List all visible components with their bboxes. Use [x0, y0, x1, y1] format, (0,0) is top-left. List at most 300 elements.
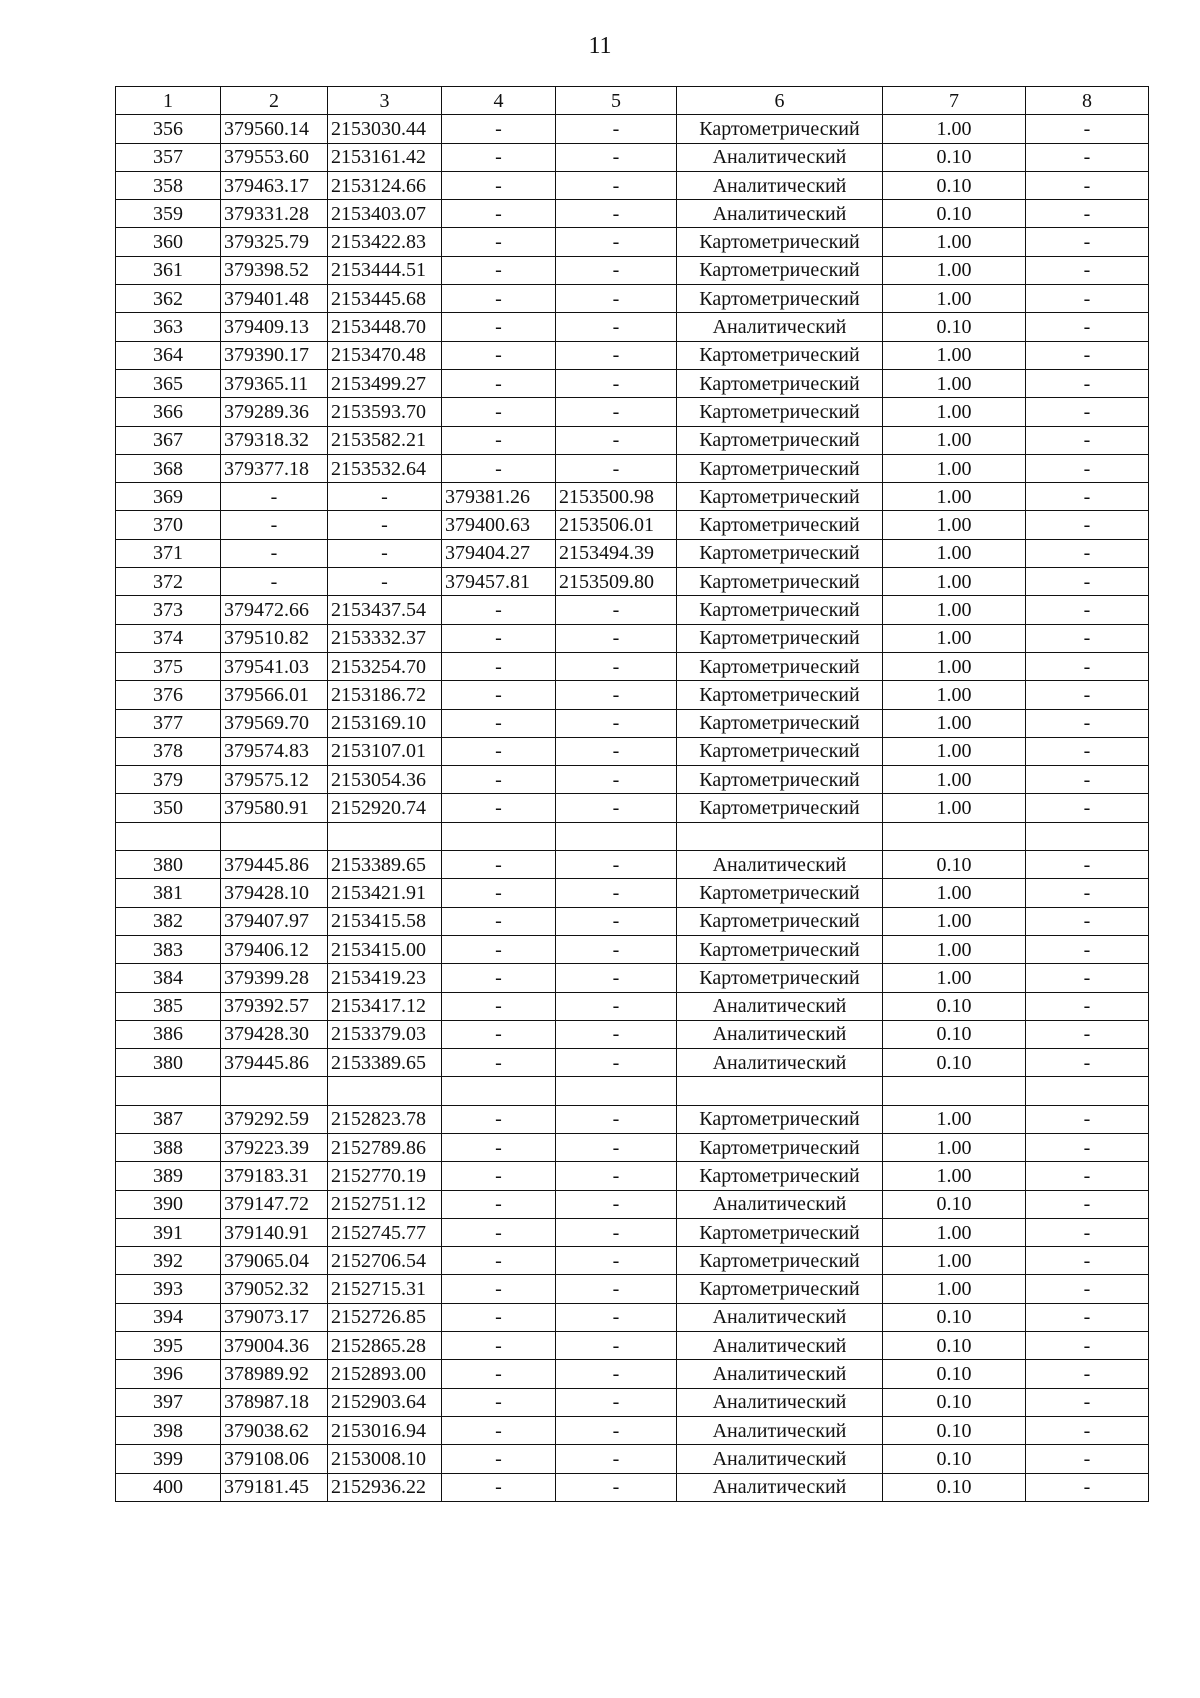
method-cell: Аналитический	[677, 200, 883, 228]
point-number-cell: 356	[116, 115, 221, 143]
x-coordinate-cell: 379147.72	[221, 1190, 328, 1218]
point-number-cell: 373	[116, 596, 221, 624]
table-row	[116, 879, 1149, 907]
x-coordinate-cell: 379553.60	[221, 143, 328, 171]
method-cell: Картометрический	[677, 794, 883, 822]
x-coordinate-cell: 379073.17	[221, 1303, 328, 1331]
note-cell: -	[1026, 171, 1149, 199]
method-cell: Картометрический	[677, 426, 883, 454]
page-number: 11	[588, 33, 612, 59]
x-coordinate-cell: 379541.03	[221, 652, 328, 680]
method-cell: Картометрический	[677, 766, 883, 794]
y-coordinate-cell: 2153008.10	[328, 1445, 442, 1473]
table-header-row	[116, 87, 1149, 115]
method-cell: Картометрический	[677, 341, 883, 369]
y-coordinate-cell: 2152823.78	[328, 1105, 442, 1133]
x-coordinate-cell: 379108.06	[221, 1445, 328, 1473]
header-cell: 7	[883, 87, 1026, 115]
accuracy-cell: 1.00	[883, 964, 1026, 992]
note-cell: -	[1026, 256, 1149, 284]
accuracy-cell: 0.10	[883, 1190, 1026, 1218]
x2-coordinate-cell: -	[442, 1388, 556, 1416]
table-row	[116, 171, 1149, 199]
accuracy-cell: 1.00	[883, 596, 1026, 624]
note-cell: -	[1026, 200, 1149, 228]
table-row	[116, 1190, 1149, 1218]
y2-coordinate-cell	[556, 1077, 677, 1105]
x2-coordinate-cell: 379404.27	[442, 539, 556, 567]
method-cell: Картометрический	[677, 1162, 883, 1190]
method-cell: Картометрический	[677, 709, 883, 737]
y2-coordinate-cell: -	[556, 1133, 677, 1161]
x-coordinate-cell: 379463.17	[221, 171, 328, 199]
y2-coordinate-cell: -	[556, 737, 677, 765]
table-row	[116, 1133, 1149, 1161]
x-coordinate-cell: 379566.01	[221, 681, 328, 709]
method-cell: Картометрический	[677, 1275, 883, 1303]
y-coordinate-cell: 2153016.94	[328, 1416, 442, 1444]
method-cell: Картометрический	[677, 511, 883, 539]
table-row	[116, 426, 1149, 454]
method-cell: Картометрический	[677, 285, 883, 313]
note-cell: -	[1026, 1162, 1149, 1190]
y-coordinate-cell: 2153448.70	[328, 313, 442, 341]
x-coordinate-cell: 379399.28	[221, 964, 328, 992]
accuracy-cell: 1.00	[883, 256, 1026, 284]
y-coordinate-cell: 2153437.54	[328, 596, 442, 624]
table-row	[116, 341, 1149, 369]
point-number-cell: 399	[116, 1445, 221, 1473]
x2-coordinate-cell: -	[442, 200, 556, 228]
point-number-cell: 380	[116, 1049, 221, 1077]
note-cell: -	[1026, 369, 1149, 397]
point-number-cell: 400	[116, 1473, 221, 1501]
x-coordinate-cell: -	[221, 511, 328, 539]
x2-coordinate-cell: -	[442, 171, 556, 199]
note-cell: -	[1026, 624, 1149, 652]
point-number-cell: 365	[116, 369, 221, 397]
y2-coordinate-cell: -	[556, 1303, 677, 1331]
x-coordinate-cell: -	[221, 568, 328, 596]
accuracy-cell: 1.00	[883, 907, 1026, 935]
y2-coordinate-cell: -	[556, 766, 677, 794]
point-number-cell: 388	[116, 1133, 221, 1161]
y-coordinate-cell: 2152706.54	[328, 1247, 442, 1275]
note-cell: -	[1026, 879, 1149, 907]
y2-coordinate-cell: -	[556, 341, 677, 369]
method-cell: Аналитический	[677, 1473, 883, 1501]
x2-coordinate-cell: -	[442, 1416, 556, 1444]
x2-coordinate-cell: 379400.63	[442, 511, 556, 539]
note-cell: -	[1026, 1218, 1149, 1246]
y2-coordinate-cell: -	[556, 1190, 677, 1218]
method-cell: Картометрический	[677, 115, 883, 143]
y2-coordinate-cell: -	[556, 1247, 677, 1275]
x2-coordinate-cell: 379381.26	[442, 483, 556, 511]
table-row	[116, 285, 1149, 313]
point-number-cell: 386	[116, 1020, 221, 1048]
table-row	[116, 1049, 1149, 1077]
note-cell: -	[1026, 228, 1149, 256]
y-coordinate-cell: 2152726.85	[328, 1303, 442, 1331]
method-cell: Картометрический	[677, 256, 883, 284]
note-cell: -	[1026, 709, 1149, 737]
x2-coordinate-cell: -	[442, 992, 556, 1020]
table-row	[116, 1218, 1149, 1246]
x2-coordinate-cell: -	[442, 143, 556, 171]
method-cell: Картометрический	[677, 228, 883, 256]
x-coordinate-cell: 379223.39	[221, 1133, 328, 1161]
header-cell: 5	[556, 87, 677, 115]
table-row	[116, 369, 1149, 397]
y2-coordinate-cell: -	[556, 1275, 677, 1303]
y2-coordinate-cell: -	[556, 1105, 677, 1133]
point-number-cell: 389	[116, 1162, 221, 1190]
x-coordinate-cell: 379428.30	[221, 1020, 328, 1048]
y2-coordinate-cell: -	[556, 624, 677, 652]
note-cell: -	[1026, 1303, 1149, 1331]
point-number-cell: 359	[116, 200, 221, 228]
y-coordinate-cell: 2153445.68	[328, 285, 442, 313]
method-cell: Картометрический	[677, 568, 883, 596]
y2-coordinate-cell: -	[556, 1332, 677, 1360]
y-coordinate-cell: 2153422.83	[328, 228, 442, 256]
accuracy-cell: 0.10	[883, 1416, 1026, 1444]
y-coordinate-cell: 2153107.01	[328, 737, 442, 765]
x-coordinate-cell: 379428.10	[221, 879, 328, 907]
point-number-cell: 398	[116, 1416, 221, 1444]
y-coordinate-cell: 2153415.00	[328, 935, 442, 963]
table-row	[116, 539, 1149, 567]
table-body	[116, 87, 1149, 1502]
y-coordinate-cell: 2153389.65	[328, 1049, 442, 1077]
method-cell: Картометрический	[677, 907, 883, 935]
x2-coordinate-cell: -	[442, 709, 556, 737]
y-coordinate-cell: 2153379.03	[328, 1020, 442, 1048]
note-cell: -	[1026, 143, 1149, 171]
method-cell: Картометрический	[677, 369, 883, 397]
x-coordinate-cell: 379289.36	[221, 398, 328, 426]
accuracy-cell: 1.00	[883, 879, 1026, 907]
x2-coordinate-cell: -	[442, 426, 556, 454]
point-number-cell: 361	[116, 256, 221, 284]
note-cell: -	[1026, 1416, 1149, 1444]
table-row	[116, 964, 1149, 992]
x-coordinate-cell: 378987.18	[221, 1388, 328, 1416]
y-coordinate-cell: 2153421.91	[328, 879, 442, 907]
x2-coordinate-cell: -	[442, 313, 556, 341]
y-coordinate-cell: -	[328, 568, 442, 596]
y-coordinate-cell: 2153389.65	[328, 851, 442, 879]
y2-coordinate-cell: -	[556, 115, 677, 143]
point-number-cell: 372	[116, 568, 221, 596]
method-cell: Картометрический	[677, 539, 883, 567]
x-coordinate-cell	[221, 822, 328, 850]
y-coordinate-cell: 2152745.77	[328, 1218, 442, 1246]
method-cell: Картометрический	[677, 454, 883, 482]
note-cell: -	[1026, 115, 1149, 143]
accuracy-cell: 1.00	[883, 766, 1026, 794]
method-cell: Картометрический	[677, 964, 883, 992]
accuracy-cell: 1.00	[883, 1218, 1026, 1246]
y-coordinate-cell: 2152770.19	[328, 1162, 442, 1190]
point-number-cell: 375	[116, 652, 221, 680]
accuracy-cell: 1.00	[883, 681, 1026, 709]
x2-coordinate-cell: -	[442, 1049, 556, 1077]
y-coordinate-cell: 2153470.48	[328, 341, 442, 369]
y-coordinate-cell: 2153582.21	[328, 426, 442, 454]
x-coordinate-cell: 379052.32	[221, 1275, 328, 1303]
x2-coordinate-cell: -	[442, 1218, 556, 1246]
table-row	[116, 737, 1149, 765]
x2-coordinate-cell: -	[442, 652, 556, 680]
accuracy-cell: 0.10	[883, 1332, 1026, 1360]
table-row	[116, 1473, 1149, 1501]
accuracy-cell: 0.10	[883, 313, 1026, 341]
point-number-cell: 395	[116, 1332, 221, 1360]
x2-coordinate-cell: -	[442, 1020, 556, 1048]
x-coordinate-cell: 379377.18	[221, 454, 328, 482]
point-number-cell: 376	[116, 681, 221, 709]
method-cell: Аналитический	[677, 1049, 883, 1077]
accuracy-cell: 1.00	[883, 794, 1026, 822]
y2-coordinate-cell: -	[556, 369, 677, 397]
y-coordinate-cell: 2152715.31	[328, 1275, 442, 1303]
accuracy-cell: 1.00	[883, 228, 1026, 256]
note-cell: -	[1026, 1049, 1149, 1077]
method-cell: Аналитический	[677, 1360, 883, 1388]
accuracy-cell: 1.00	[883, 285, 1026, 313]
x2-coordinate-cell	[442, 1077, 556, 1105]
x-coordinate-cell: 379390.17	[221, 341, 328, 369]
point-number-cell: 357	[116, 143, 221, 171]
accuracy-cell: 0.10	[883, 171, 1026, 199]
header-cell: 3	[328, 87, 442, 115]
point-number-cell: 378	[116, 737, 221, 765]
note-cell: -	[1026, 341, 1149, 369]
y-coordinate-cell: 2153054.36	[328, 766, 442, 794]
note-cell: -	[1026, 1105, 1149, 1133]
method-cell: Картометрический	[677, 1133, 883, 1161]
note-cell: -	[1026, 1020, 1149, 1048]
x2-coordinate-cell: -	[442, 454, 556, 482]
x-coordinate-cell: 379183.31	[221, 1162, 328, 1190]
note-cell: -	[1026, 935, 1149, 963]
point-number-cell: 369	[116, 483, 221, 511]
table-row	[116, 1247, 1149, 1275]
accuracy-cell: 0.10	[883, 1473, 1026, 1501]
accuracy-cell: 0.10	[883, 992, 1026, 1020]
point-number-cell: 358	[116, 171, 221, 199]
y2-coordinate-cell: -	[556, 709, 677, 737]
table-row	[116, 596, 1149, 624]
x2-coordinate-cell: -	[442, 1473, 556, 1501]
x-coordinate-cell: 379140.91	[221, 1218, 328, 1246]
accuracy-cell: 1.00	[883, 398, 1026, 426]
x-coordinate-cell: 379004.36	[221, 1332, 328, 1360]
table-row	[116, 907, 1149, 935]
accuracy-cell: 1.00	[883, 568, 1026, 596]
point-number-cell: 393	[116, 1275, 221, 1303]
note-cell	[1026, 822, 1149, 850]
x2-coordinate-cell: -	[442, 879, 556, 907]
table-row	[116, 709, 1149, 737]
method-cell	[677, 1077, 883, 1105]
note-cell: -	[1026, 285, 1149, 313]
table-row	[116, 1416, 1149, 1444]
y-coordinate-cell: 2153124.66	[328, 171, 442, 199]
x-coordinate-cell: 379575.12	[221, 766, 328, 794]
y-coordinate-cell	[328, 1077, 442, 1105]
note-cell: -	[1026, 511, 1149, 539]
x-coordinate-cell: 379409.13	[221, 313, 328, 341]
y2-coordinate-cell: 2153494.39	[556, 539, 677, 567]
note-cell: -	[1026, 1473, 1149, 1501]
y2-coordinate-cell: -	[556, 1020, 677, 1048]
accuracy-cell: 1.00	[883, 737, 1026, 765]
x2-coordinate-cell: -	[442, 1105, 556, 1133]
note-cell: -	[1026, 851, 1149, 879]
y2-coordinate-cell: 2153506.01	[556, 511, 677, 539]
header-cell: 1	[116, 87, 221, 115]
y2-coordinate-cell: -	[556, 143, 677, 171]
point-number-cell: 387	[116, 1105, 221, 1133]
method-cell: Картометрический	[677, 879, 883, 907]
y2-coordinate-cell	[556, 822, 677, 850]
y-coordinate-cell: 2153593.70	[328, 398, 442, 426]
x-coordinate-cell: 379331.28	[221, 200, 328, 228]
method-cell: Аналитический	[677, 992, 883, 1020]
x2-coordinate-cell: -	[442, 341, 556, 369]
point-number-cell	[116, 822, 221, 850]
header-cell: 2	[221, 87, 328, 115]
y2-coordinate-cell: -	[556, 1388, 677, 1416]
table-row	[116, 822, 1149, 850]
x2-coordinate-cell: -	[442, 1247, 556, 1275]
x-coordinate-cell: 379065.04	[221, 1247, 328, 1275]
note-cell: -	[1026, 568, 1149, 596]
table-row	[116, 1360, 1149, 1388]
y2-coordinate-cell: -	[556, 992, 677, 1020]
y2-coordinate-cell: -	[556, 681, 677, 709]
y-coordinate-cell: 2153444.51	[328, 256, 442, 284]
x-coordinate-cell: 379392.57	[221, 992, 328, 1020]
table-row	[116, 992, 1149, 1020]
point-number-cell: 362	[116, 285, 221, 313]
x2-coordinate-cell: -	[442, 624, 556, 652]
y-coordinate-cell: 2153332.37	[328, 624, 442, 652]
y2-coordinate-cell: 2153500.98	[556, 483, 677, 511]
table-row	[116, 794, 1149, 822]
method-cell: Аналитический	[677, 1416, 883, 1444]
accuracy-cell: 1.00	[883, 1275, 1026, 1303]
accuracy-cell: 1.00	[883, 539, 1026, 567]
y-coordinate-cell: 2152751.12	[328, 1190, 442, 1218]
note-cell: -	[1026, 1247, 1149, 1275]
accuracy-cell: 0.10	[883, 1360, 1026, 1388]
accuracy-cell: 0.10	[883, 1303, 1026, 1331]
y-coordinate-cell: 2153254.70	[328, 652, 442, 680]
x-coordinate-cell: 379560.14	[221, 115, 328, 143]
point-number-cell: 367	[116, 426, 221, 454]
note-cell: -	[1026, 1332, 1149, 1360]
x-coordinate-cell: 379325.79	[221, 228, 328, 256]
accuracy-cell: 1.00	[883, 115, 1026, 143]
x2-coordinate-cell: -	[442, 398, 556, 426]
y2-coordinate-cell: -	[556, 596, 677, 624]
x-coordinate-cell: 379445.86	[221, 851, 328, 879]
x2-coordinate-cell: -	[442, 766, 556, 794]
accuracy-cell: 1.00	[883, 426, 1026, 454]
point-number-cell: 382	[116, 907, 221, 935]
note-cell: -	[1026, 1190, 1149, 1218]
note-cell: -	[1026, 1360, 1149, 1388]
table-row	[116, 115, 1149, 143]
method-cell: Аналитический	[677, 1190, 883, 1218]
y-coordinate-cell: 2153403.07	[328, 200, 442, 228]
point-number-cell: 368	[116, 454, 221, 482]
y-coordinate-cell: 2152865.28	[328, 1332, 442, 1360]
table-row	[116, 398, 1149, 426]
accuracy-cell	[883, 1077, 1026, 1105]
note-cell: -	[1026, 539, 1149, 567]
y-coordinate-cell: 2152893.00	[328, 1360, 442, 1388]
y2-coordinate-cell: -	[556, 1416, 677, 1444]
method-cell: Картометрический	[677, 398, 883, 426]
y-coordinate-cell: 2152920.74	[328, 794, 442, 822]
y2-coordinate-cell: -	[556, 1162, 677, 1190]
accuracy-cell: 1.00	[883, 1247, 1026, 1275]
accuracy-cell: 1.00	[883, 935, 1026, 963]
method-cell: Аналитический	[677, 1445, 883, 1473]
x-coordinate-cell: -	[221, 483, 328, 511]
point-number-cell: 364	[116, 341, 221, 369]
table-row	[116, 228, 1149, 256]
note-cell: -	[1026, 454, 1149, 482]
method-cell: Аналитический	[677, 1388, 883, 1416]
accuracy-cell: 1.00	[883, 709, 1026, 737]
accuracy-cell: 1.00	[883, 1162, 1026, 1190]
point-number-cell: 397	[116, 1388, 221, 1416]
method-cell: Картометрический	[677, 935, 883, 963]
point-number-cell: 360	[116, 228, 221, 256]
table-row	[116, 454, 1149, 482]
y2-coordinate-cell: -	[556, 794, 677, 822]
y2-coordinate-cell: -	[556, 313, 677, 341]
point-number-cell: 379	[116, 766, 221, 794]
table-row	[116, 511, 1149, 539]
point-number-cell: 370	[116, 511, 221, 539]
x-coordinate-cell: 379181.45	[221, 1473, 328, 1501]
x2-coordinate-cell: -	[442, 369, 556, 397]
x2-coordinate-cell: -	[442, 1303, 556, 1331]
x2-coordinate-cell: -	[442, 115, 556, 143]
accuracy-cell: 1.00	[883, 652, 1026, 680]
table-row	[116, 1388, 1149, 1416]
point-number-cell: 385	[116, 992, 221, 1020]
x-coordinate-cell: 379401.48	[221, 285, 328, 313]
point-number-cell: 396	[116, 1360, 221, 1388]
y-coordinate-cell: 2153419.23	[328, 964, 442, 992]
x2-coordinate-cell: -	[442, 737, 556, 765]
y2-coordinate-cell: -	[556, 907, 677, 935]
table-row	[116, 652, 1149, 680]
x2-coordinate-cell: -	[442, 1360, 556, 1388]
note-cell: -	[1026, 1275, 1149, 1303]
accuracy-cell: 1.00	[883, 624, 1026, 652]
y2-coordinate-cell: -	[556, 1473, 677, 1501]
x-coordinate-cell: 379365.11	[221, 369, 328, 397]
